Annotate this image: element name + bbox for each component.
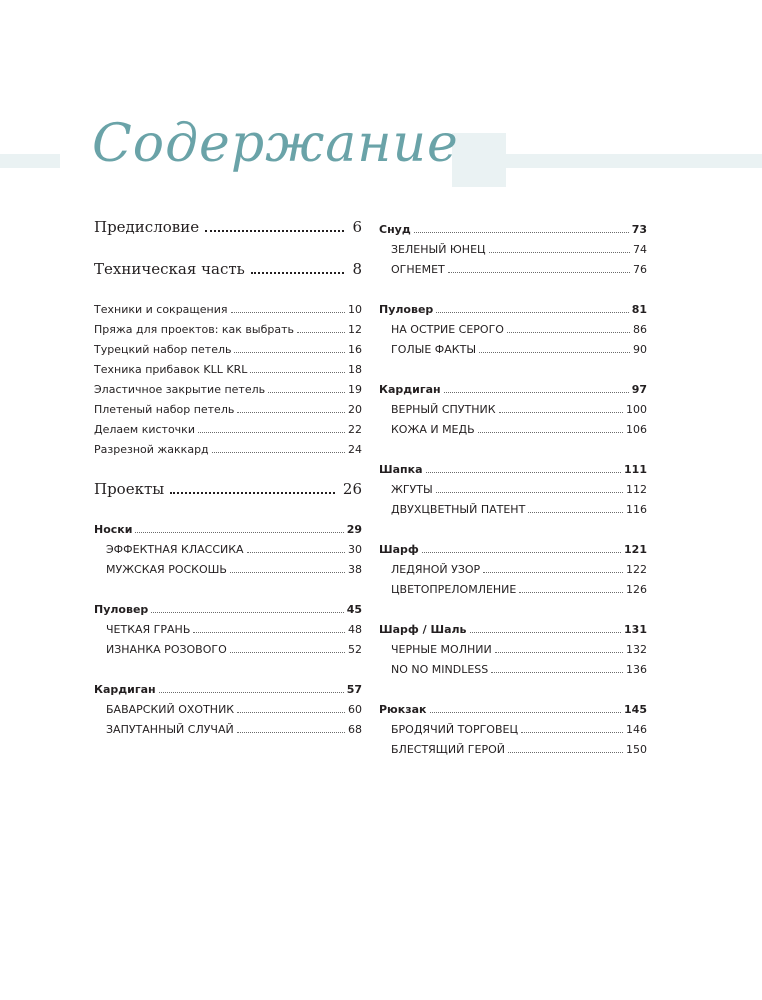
dot-leader	[528, 511, 623, 513]
toc-entry[interactable]	[94, 683, 362, 696]
toc-entry-page: 6	[352, 218, 362, 236]
toc-entry-title: NO NO MINDLESS	[391, 663, 489, 676]
dot-leader	[237, 711, 345, 713]
toc-entry-title: ИЗНАНКА РОЗОВОГО	[106, 643, 227, 656]
toc-entry-title: БРОДЯЧИЙ ТОРГОВЕЦ	[391, 723, 518, 736]
toc-entry[interactable]	[379, 223, 647, 236]
toc-entry-page: 48	[348, 623, 362, 636]
toc-entry-page: 8	[352, 260, 362, 278]
toc-entry-page: 97	[631, 383, 647, 396]
toc-entry[interactable]	[379, 643, 647, 656]
toc-entry-page: 90	[633, 343, 647, 356]
toc-entry-title: Разрезной жаккард	[94, 443, 209, 456]
toc-entry-title: ЧЕТКАЯ ГРАНЬ	[106, 623, 191, 636]
dot-leader	[499, 411, 623, 413]
toc-entry-page: 60	[348, 703, 362, 716]
toc-entry[interactable]	[379, 323, 647, 336]
toc-entry-title: Предисловие	[94, 218, 200, 236]
dot-leader	[212, 451, 345, 453]
toc-entry-title: ЛЕДЯНОЙ УЗОР	[391, 563, 481, 576]
toc-entry-page: 26	[342, 480, 362, 498]
toc-entry[interactable]	[379, 303, 647, 316]
toc-entry-page: 132	[626, 643, 647, 656]
toc-entry[interactable]	[94, 323, 362, 336]
toc-entry-page: 131	[624, 623, 647, 636]
toc-entry-page: 19	[348, 383, 362, 396]
toc-entry-title: ЭФФЕКТНАЯ КЛАССИКА	[106, 543, 244, 556]
toc-entry-title: ЦВЕТОПРЕЛОМЛЕНИЕ	[391, 583, 517, 596]
toc-entry[interactable]	[94, 403, 362, 416]
toc-entry-title: ДВУХЦВЕТНЫЙ ПАТЕНТ	[391, 503, 526, 516]
toc-entry[interactable]	[379, 343, 647, 356]
dot-leader	[151, 611, 343, 613]
toc-entry[interactable]	[379, 403, 647, 416]
dot-leader	[230, 571, 345, 573]
toc-entry[interactable]	[379, 703, 647, 716]
dot-leader	[508, 751, 623, 753]
toc-entry-title: ЖГУТЫ	[391, 483, 433, 496]
toc-entry-title: ЗЕЛЕНЫЙ ЮНЕЦ	[391, 243, 486, 256]
dot-leader	[170, 491, 335, 494]
toc-entry-title: Рюкзак	[379, 703, 427, 716]
dot-leader	[470, 631, 622, 633]
dot-leader	[491, 671, 623, 673]
dot-leader	[297, 331, 345, 333]
toc-entry-title: Пуловер	[379, 303, 434, 316]
dot-leader	[230, 651, 345, 653]
dot-leader	[495, 651, 623, 653]
dot-leader	[448, 271, 630, 273]
dot-leader	[519, 591, 623, 593]
toc-entry[interactable]	[94, 363, 362, 376]
dot-leader	[159, 691, 344, 693]
toc-entry[interactable]	[379, 383, 647, 396]
toc-entry[interactable]	[94, 343, 362, 356]
toc-entry-title: ВЕРНЫЙ СПУТНИК	[391, 403, 496, 416]
dot-leader	[507, 331, 630, 333]
toc-entry[interactable]	[379, 483, 647, 496]
toc-entry-page: 150	[626, 743, 647, 756]
toc-entry-page: 18	[348, 363, 362, 376]
toc-entry[interactable]	[94, 218, 362, 236]
dot-leader	[231, 311, 345, 313]
toc-entry-page: 121	[624, 543, 647, 556]
dot-leader	[237, 731, 345, 733]
dot-leader	[251, 271, 345, 274]
toc-entry[interactable]	[94, 563, 362, 576]
toc-entry-page: 52	[348, 643, 362, 656]
decor-band-right	[506, 154, 762, 168]
dot-leader	[205, 229, 344, 232]
toc-entry-page: 106	[626, 423, 647, 436]
toc-entry-title: МУЖСКАЯ РОСКОШЬ	[106, 563, 227, 576]
toc-entry-title: Техника прибавок KLL KRL	[94, 363, 248, 376]
dot-leader	[430, 711, 622, 713]
toc-entry-page: 100	[626, 403, 647, 416]
dot-leader	[247, 551, 345, 553]
dot-leader	[234, 351, 345, 353]
toc-entry-page: 111	[624, 463, 647, 476]
toc-entry-title: Эластичное закрытие петель	[94, 383, 266, 396]
toc-entry-page: 73	[631, 223, 647, 236]
toc-entry-title: Шарф / Шаль	[379, 623, 467, 636]
dot-leader	[521, 731, 623, 733]
toc-entry-title: Шарф	[379, 543, 419, 556]
toc-entry-title: КОЖА И МЕДЬ	[391, 423, 475, 436]
dot-leader	[436, 311, 628, 313]
toc-entry[interactable]	[379, 743, 647, 756]
toc-entry-title: Снуд	[379, 223, 411, 236]
toc-entry-title: Шапка	[379, 463, 423, 476]
toc-entry-title: ГОЛЫЕ ФАКТЫ	[391, 343, 477, 356]
toc-entry[interactable]	[94, 703, 362, 716]
toc-entry-title: Кардиган	[379, 383, 441, 396]
toc-entry-title: Плетеный набор петель	[94, 403, 235, 416]
toc-entry-page: 38	[348, 563, 362, 576]
toc-entry[interactable]	[94, 260, 362, 278]
toc-entry-page: 68	[348, 723, 362, 736]
toc-entry-page: 126	[626, 583, 647, 596]
toc-entry-page: 122	[626, 563, 647, 576]
toc-entry[interactable]	[379, 463, 647, 476]
toc-entry-title: Кардиган	[94, 683, 156, 696]
toc-entry-page: 81	[631, 303, 647, 316]
toc-entry-title: БЛЕСТЯЩИЙ ГЕРОЙ	[391, 743, 505, 756]
toc-entry-page: 57	[346, 683, 362, 696]
toc-entry-page: 45	[346, 603, 362, 616]
toc-entry-title: Носки	[94, 523, 133, 536]
toc-entry-title: Техники и сокращения	[94, 303, 228, 316]
toc-entry-title: Пряжа для проектов: как выбрать	[94, 323, 294, 336]
toc-entry-page: 76	[633, 263, 647, 276]
toc-entry[interactable]	[379, 623, 647, 636]
toc-entry-title: Турецкий набор петель	[94, 343, 232, 356]
toc-entry[interactable]	[94, 423, 362, 436]
toc-entry-title: НА ОСТРИЕ СЕРОГО	[391, 323, 504, 336]
toc-entry[interactable]	[94, 443, 362, 456]
toc-entry-page: 146	[626, 723, 647, 736]
page-title: Содержание	[92, 114, 459, 174]
dot-leader	[422, 551, 621, 553]
toc-entry[interactable]	[94, 523, 362, 536]
toc-entry[interactable]	[94, 543, 362, 556]
toc-entry[interactable]	[379, 543, 647, 556]
toc-entry[interactable]	[94, 383, 362, 396]
toc-entry-title: ОГНЕМЕТ	[391, 263, 445, 276]
toc-entry[interactable]	[379, 423, 647, 436]
toc-entry-page: 20	[348, 403, 362, 416]
dot-leader	[193, 631, 345, 633]
toc-entry-page: 10	[348, 303, 362, 316]
toc-entry[interactable]	[94, 303, 362, 316]
toc-entry-page: 136	[626, 663, 647, 676]
toc-entry-page: 30	[348, 543, 362, 556]
toc-entry-title: Проекты	[94, 480, 165, 498]
dot-leader	[483, 571, 623, 573]
toc-entry-title: ЗАПУТАННЫЙ СЛУЧАЙ	[106, 723, 234, 736]
toc-entry-page: 112	[626, 483, 647, 496]
dot-leader	[444, 391, 629, 393]
toc-entry-page: 86	[633, 323, 647, 336]
toc-entry-page: 74	[633, 243, 647, 256]
toc-entry-title: Техническая часть	[94, 260, 245, 278]
toc-entry[interactable]	[379, 563, 647, 576]
decor-square	[452, 133, 506, 187]
toc-entry-page: 29	[346, 523, 362, 536]
toc-entry[interactable]	[379, 243, 647, 256]
dot-leader	[414, 231, 629, 233]
toc-entry-title: ЧЕРНЫЕ МОЛНИИ	[391, 643, 492, 656]
dot-leader	[198, 431, 345, 433]
dot-leader	[479, 351, 630, 353]
toc-entry-title: Делаем кисточки	[94, 423, 195, 436]
toc-entry-page: 22	[348, 423, 362, 436]
toc-entry[interactable]	[379, 583, 647, 596]
toc-entry-title: БАВАРСКИЙ ОХОТНИК	[106, 703, 235, 716]
toc-entry[interactable]	[94, 480, 362, 498]
dot-leader	[478, 431, 623, 433]
toc-entry-page: 116	[626, 503, 647, 516]
dot-leader	[426, 471, 622, 473]
dot-leader	[237, 411, 345, 413]
toc-entry[interactable]	[379, 663, 647, 676]
toc-entry-page: 16	[348, 343, 362, 356]
toc-entry[interactable]	[94, 623, 362, 636]
dot-leader	[135, 531, 343, 533]
dot-leader	[489, 251, 630, 253]
toc-entry[interactable]	[379, 723, 647, 736]
toc-entry[interactable]	[379, 263, 647, 276]
dot-leader	[250, 371, 345, 373]
toc-entry-title: Пуловер	[94, 603, 149, 616]
toc-entry-page: 12	[348, 323, 362, 336]
toc-entry[interactable]	[94, 643, 362, 656]
decor-band-left	[0, 154, 60, 168]
toc-entry[interactable]	[94, 723, 362, 736]
toc-entry-page: 24	[348, 443, 362, 456]
dot-leader	[268, 391, 345, 393]
toc-entry[interactable]	[379, 503, 647, 516]
toc-entry[interactable]	[94, 603, 362, 616]
dot-leader	[436, 491, 623, 493]
toc-entry-page: 145	[624, 703, 647, 716]
